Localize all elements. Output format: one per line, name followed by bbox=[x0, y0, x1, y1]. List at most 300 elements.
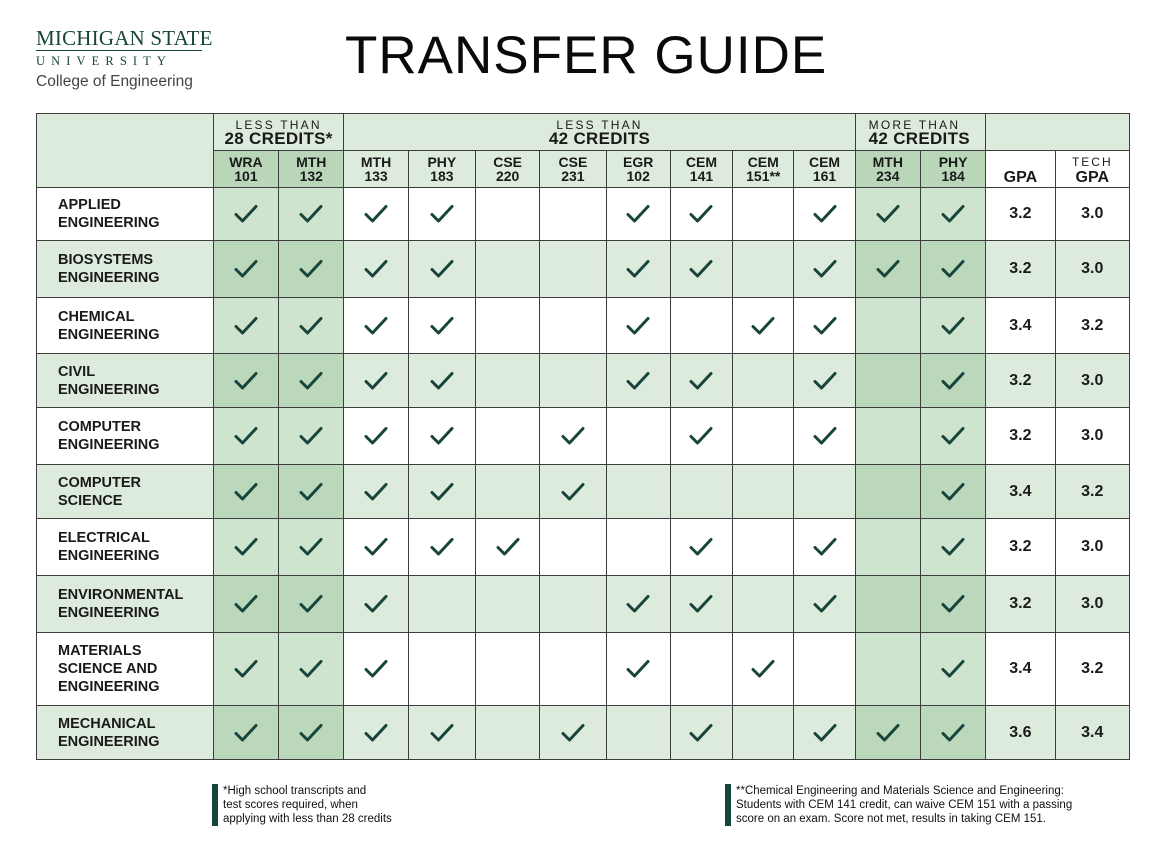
check-icon bbox=[812, 258, 838, 280]
requirement-cell bbox=[408, 188, 475, 241]
requirement-cell bbox=[344, 519, 408, 576]
requirement-cell bbox=[475, 188, 539, 241]
requirement-cell bbox=[408, 298, 475, 354]
gpa-header bbox=[986, 151, 1055, 188]
course-number: 183 bbox=[430, 168, 454, 184]
tech-gpa-value: 3.0 bbox=[1055, 576, 1129, 633]
requirement-cell bbox=[408, 465, 475, 519]
major-name bbox=[37, 354, 214, 408]
course-subject: CEM bbox=[747, 154, 779, 170]
requirement-cell bbox=[920, 241, 985, 298]
requirement-cell bbox=[344, 576, 408, 633]
check-icon bbox=[363, 315, 389, 337]
group-more-42-small: MORE THAN bbox=[868, 118, 961, 132]
check-icon bbox=[233, 315, 259, 337]
requirement-cell bbox=[408, 633, 475, 706]
check-icon bbox=[940, 258, 966, 280]
course-subject: CEM bbox=[808, 154, 841, 170]
check-icon bbox=[688, 722, 714, 744]
requirement-cell bbox=[855, 706, 920, 760]
requirement-cell bbox=[540, 354, 606, 408]
check-icon bbox=[233, 425, 259, 447]
course-number: 161 bbox=[812, 168, 837, 184]
check-icon bbox=[812, 536, 838, 558]
requirement-cell bbox=[794, 465, 855, 519]
check-icon bbox=[363, 481, 389, 503]
check-icon bbox=[625, 258, 651, 280]
course-subject: EGR bbox=[623, 154, 654, 170]
major-name bbox=[37, 408, 214, 465]
requirement-cell bbox=[279, 241, 344, 298]
requirement-cell bbox=[606, 408, 670, 465]
check-icon bbox=[625, 370, 651, 392]
check-icon bbox=[298, 658, 324, 680]
major-row bbox=[37, 241, 1130, 298]
course-number: 102 bbox=[626, 168, 650, 184]
requirement-cell bbox=[475, 354, 539, 408]
check-icon bbox=[940, 315, 966, 337]
course-header bbox=[279, 151, 344, 188]
check-icon bbox=[429, 258, 455, 280]
requirement-cell bbox=[733, 633, 794, 706]
requirement-cell bbox=[670, 408, 732, 465]
check-icon bbox=[298, 536, 324, 558]
check-icon bbox=[625, 203, 651, 225]
check-icon bbox=[875, 722, 901, 744]
check-icon bbox=[940, 658, 966, 680]
gpa-value: 3.4 bbox=[986, 465, 1055, 519]
check-icon bbox=[298, 481, 324, 503]
requirement-cell bbox=[733, 576, 794, 633]
requirement-cell bbox=[670, 465, 732, 519]
check-icon bbox=[429, 370, 455, 392]
course-header bbox=[670, 151, 732, 188]
requirement-cell bbox=[670, 354, 732, 408]
requirement-cell bbox=[213, 465, 278, 519]
requirement-cell bbox=[920, 354, 985, 408]
course-number: 101 bbox=[234, 168, 258, 184]
requirement-cell bbox=[794, 241, 855, 298]
major-name-line: ENGINEERING bbox=[58, 605, 160, 621]
requirement-cell bbox=[213, 519, 278, 576]
major-name-line: SCIENCE bbox=[58, 492, 123, 509]
requirement-cell bbox=[475, 576, 539, 633]
check-icon bbox=[363, 658, 389, 680]
requirement-cell bbox=[540, 188, 606, 241]
requirement-cell bbox=[344, 354, 408, 408]
requirement-cell bbox=[475, 241, 539, 298]
check-icon bbox=[233, 722, 259, 744]
check-icon bbox=[233, 536, 259, 558]
transfer-guide-table bbox=[36, 113, 1130, 760]
course-header bbox=[213, 151, 278, 188]
requirement-cell bbox=[344, 188, 408, 241]
course-header bbox=[855, 151, 920, 188]
tech-gpa-value: 3.4 bbox=[1055, 706, 1129, 760]
major-name-line: ENGINEERING bbox=[58, 437, 160, 453]
requirement-cell bbox=[540, 408, 606, 465]
requirement-cell bbox=[606, 188, 670, 241]
logo-divider bbox=[36, 50, 202, 51]
gpa-value: 3.4 bbox=[986, 633, 1055, 706]
tech-gpa-value: 3.0 bbox=[1055, 188, 1129, 241]
logo-college: College of Engineering bbox=[36, 73, 193, 90]
major-name bbox=[37, 241, 214, 298]
requirement-cell bbox=[540, 633, 606, 706]
check-icon bbox=[812, 425, 838, 447]
requirement-cell bbox=[213, 188, 278, 241]
requirement-cell bbox=[344, 408, 408, 465]
course-header bbox=[408, 151, 475, 188]
requirement-cell bbox=[213, 354, 278, 408]
check-icon bbox=[875, 258, 901, 280]
page-title: TRANSFER GUIDE bbox=[345, 26, 828, 85]
check-icon bbox=[625, 315, 651, 337]
requirement-cell bbox=[670, 576, 732, 633]
major-name-line: MATERIALS bbox=[58, 643, 142, 659]
check-icon bbox=[688, 536, 714, 558]
requirement-cell bbox=[670, 298, 732, 354]
major-name bbox=[37, 576, 214, 633]
group-header-28 bbox=[213, 114, 344, 151]
check-icon bbox=[298, 370, 324, 392]
group-more-42-big: 42 CREDITS bbox=[868, 129, 970, 148]
tech-gpa-value: 3.2 bbox=[1055, 298, 1129, 354]
check-icon bbox=[812, 593, 838, 615]
course-header bbox=[344, 151, 408, 188]
requirement-cell bbox=[670, 633, 732, 706]
major-row bbox=[37, 188, 1130, 241]
requirement-cell bbox=[213, 706, 278, 760]
requirement-cell bbox=[344, 465, 408, 519]
major-row bbox=[37, 408, 1130, 465]
major-name-line: COMPUTER bbox=[58, 474, 141, 491]
check-icon bbox=[233, 258, 259, 280]
check-icon bbox=[363, 203, 389, 225]
major-name bbox=[37, 633, 214, 706]
check-icon bbox=[560, 481, 586, 503]
check-icon bbox=[363, 425, 389, 447]
major-name-line: ENGINEERING bbox=[58, 326, 160, 343]
requirement-cell bbox=[920, 633, 985, 706]
course-number: 141 bbox=[689, 168, 714, 184]
requirement-cell bbox=[606, 706, 670, 760]
requirement-cell bbox=[670, 706, 732, 760]
check-icon bbox=[363, 593, 389, 615]
requirement-cell bbox=[794, 519, 855, 576]
major-name-line: ENGINEERING bbox=[58, 548, 160, 564]
check-icon bbox=[363, 722, 389, 744]
requirement-cell bbox=[475, 298, 539, 354]
requirement-cell bbox=[408, 706, 475, 760]
course-header bbox=[540, 151, 606, 188]
requirement-cell bbox=[540, 298, 606, 354]
course-header bbox=[920, 151, 985, 188]
requirement-cell bbox=[408, 519, 475, 576]
check-icon bbox=[363, 536, 389, 558]
check-icon bbox=[688, 370, 714, 392]
footnote-bar bbox=[212, 784, 218, 826]
requirement-cell bbox=[733, 298, 794, 354]
requirement-cell bbox=[733, 354, 794, 408]
major-name-line: ENGINEERING bbox=[58, 733, 160, 750]
requirement-cell bbox=[670, 188, 732, 241]
requirement-cell bbox=[475, 519, 539, 576]
requirement-cell bbox=[213, 633, 278, 706]
requirement-cell bbox=[794, 188, 855, 241]
tech-gpa-value: 3.2 bbox=[1055, 465, 1129, 519]
requirement-cell bbox=[344, 706, 408, 760]
tech-gpa-value: 3.0 bbox=[1055, 519, 1129, 576]
gpa-value: 3.2 bbox=[986, 241, 1055, 298]
requirement-cell bbox=[606, 465, 670, 519]
course-subject: MTH bbox=[296, 154, 327, 170]
requirement-cell bbox=[408, 408, 475, 465]
requirement-cell bbox=[475, 408, 539, 465]
group-28-small: LESS THAN bbox=[235, 118, 322, 132]
requirement-cell bbox=[475, 633, 539, 706]
requirement-cell bbox=[475, 465, 539, 519]
check-icon bbox=[298, 203, 324, 225]
major-name bbox=[37, 706, 214, 760]
major-row bbox=[37, 706, 1130, 760]
check-icon bbox=[233, 593, 259, 615]
check-icon bbox=[940, 593, 966, 615]
course-subject: PHY bbox=[427, 154, 457, 170]
requirement-cell bbox=[794, 354, 855, 408]
tech-gpa-label: GPA bbox=[1075, 169, 1110, 186]
gpa-value: 3.2 bbox=[986, 354, 1055, 408]
course-number: 151** bbox=[746, 168, 781, 184]
requirement-cell bbox=[213, 298, 278, 354]
check-icon bbox=[750, 315, 776, 337]
requirement-cell bbox=[540, 519, 606, 576]
course-subject: PHY bbox=[938, 154, 968, 170]
tech-gpa-small: TECH bbox=[1071, 155, 1113, 169]
gpa-value: 3.6 bbox=[986, 706, 1055, 760]
course-subject: CEM bbox=[685, 154, 718, 170]
check-icon bbox=[560, 425, 586, 447]
requirement-cell bbox=[855, 633, 920, 706]
gpa-value: 3.2 bbox=[986, 576, 1055, 633]
requirement-cell bbox=[213, 408, 278, 465]
requirement-cell bbox=[794, 408, 855, 465]
requirement-cell bbox=[920, 188, 985, 241]
requirement-cell bbox=[408, 576, 475, 633]
requirement-cell bbox=[408, 241, 475, 298]
requirement-cell bbox=[213, 241, 278, 298]
major-name bbox=[37, 188, 214, 241]
msu-logo bbox=[36, 27, 211, 91]
check-icon bbox=[298, 258, 324, 280]
course-subject: CSE bbox=[493, 154, 523, 170]
course-number: 220 bbox=[495, 168, 520, 184]
requirement-cell bbox=[733, 519, 794, 576]
course-number: 133 bbox=[364, 168, 388, 184]
requirement-cell bbox=[733, 465, 794, 519]
check-icon bbox=[940, 536, 966, 558]
tech-gpa-value: 3.0 bbox=[1055, 408, 1129, 465]
requirement-cell bbox=[606, 241, 670, 298]
requirement-cell bbox=[279, 465, 344, 519]
requirement-cell bbox=[279, 706, 344, 760]
requirement-cell bbox=[855, 408, 920, 465]
check-icon bbox=[940, 425, 966, 447]
requirement-cell bbox=[855, 188, 920, 241]
requirement-cell bbox=[279, 576, 344, 633]
requirement-cell bbox=[540, 241, 606, 298]
requirement-cell bbox=[606, 576, 670, 633]
major-row bbox=[37, 354, 1130, 408]
requirement-cell bbox=[920, 706, 985, 760]
requirement-cell bbox=[540, 706, 606, 760]
check-icon bbox=[363, 370, 389, 392]
requirement-cell bbox=[344, 633, 408, 706]
requirement-cell bbox=[540, 576, 606, 633]
check-icon bbox=[429, 536, 455, 558]
check-icon bbox=[940, 481, 966, 503]
course-subject: MTH bbox=[360, 154, 392, 170]
requirement-cell bbox=[733, 188, 794, 241]
major-row bbox=[37, 519, 1130, 576]
check-icon bbox=[688, 258, 714, 280]
requirement-cell bbox=[855, 519, 920, 576]
major-row bbox=[37, 576, 1130, 633]
requirement-cell bbox=[855, 465, 920, 519]
footnote-transcripts bbox=[212, 784, 442, 826]
major-row bbox=[37, 465, 1130, 519]
table-corner bbox=[37, 114, 214, 188]
major-row bbox=[37, 298, 1130, 354]
requirement-cell bbox=[475, 706, 539, 760]
requirement-cell bbox=[794, 298, 855, 354]
requirement-cell bbox=[606, 298, 670, 354]
requirement-cell bbox=[344, 241, 408, 298]
requirement-cell bbox=[344, 298, 408, 354]
requirement-cell bbox=[855, 576, 920, 633]
course-number: 132 bbox=[299, 168, 323, 184]
check-icon bbox=[233, 370, 259, 392]
requirement-cell bbox=[920, 298, 985, 354]
check-icon bbox=[233, 481, 259, 503]
major-name-line: APPLIED bbox=[58, 197, 121, 213]
check-icon bbox=[625, 593, 651, 615]
check-icon bbox=[940, 722, 966, 744]
requirement-cell bbox=[794, 633, 855, 706]
check-icon bbox=[940, 370, 966, 392]
major-name-line: SCIENCE AND bbox=[58, 661, 158, 677]
requirement-cell bbox=[279, 633, 344, 706]
group-header-more-42 bbox=[855, 114, 986, 151]
requirement-cell bbox=[794, 706, 855, 760]
requirement-cell bbox=[606, 633, 670, 706]
requirement-cell bbox=[855, 298, 920, 354]
check-icon bbox=[812, 722, 838, 744]
tech-gpa-header bbox=[1055, 151, 1129, 188]
gpa-value: 3.2 bbox=[986, 519, 1055, 576]
requirement-cell bbox=[279, 188, 344, 241]
logo-university: UNIVERSITY bbox=[36, 54, 172, 68]
major-name-line: ENGINEERING bbox=[58, 381, 160, 398]
requirement-cell bbox=[606, 519, 670, 576]
requirement-cell bbox=[213, 576, 278, 633]
requirement-cell bbox=[920, 408, 985, 465]
check-icon bbox=[688, 203, 714, 225]
course-number: 231 bbox=[561, 168, 585, 184]
requirement-cell bbox=[920, 576, 985, 633]
check-icon bbox=[495, 536, 521, 558]
tech-gpa-value: 3.0 bbox=[1055, 241, 1129, 298]
check-icon bbox=[812, 370, 838, 392]
footnote-bar bbox=[725, 784, 731, 826]
course-subject: WRA bbox=[229, 154, 263, 170]
course-header bbox=[794, 151, 855, 188]
major-row bbox=[37, 633, 1130, 706]
major-name-line: COMPUTER bbox=[58, 419, 141, 435]
course-number: 184 bbox=[941, 168, 965, 184]
requirement-cell bbox=[855, 241, 920, 298]
requirement-cell bbox=[670, 241, 732, 298]
group-28-big: 28 CREDITS* bbox=[224, 129, 333, 148]
requirement-cell bbox=[855, 354, 920, 408]
requirement-cell bbox=[606, 354, 670, 408]
requirement-cell bbox=[733, 408, 794, 465]
requirement-cell bbox=[920, 519, 985, 576]
check-icon bbox=[298, 593, 324, 615]
major-name-line: ENGINEERING bbox=[58, 215, 160, 231]
requirement-cell bbox=[670, 519, 732, 576]
check-icon bbox=[233, 203, 259, 225]
requirement-cell bbox=[920, 465, 985, 519]
requirement-cell bbox=[279, 519, 344, 576]
requirement-cell bbox=[279, 354, 344, 408]
check-icon bbox=[940, 203, 966, 225]
major-name-line: ENGINEERING bbox=[58, 270, 160, 286]
major-name-line: ENGINEERING bbox=[58, 679, 160, 695]
group-header-42 bbox=[344, 114, 855, 151]
requirement-cell bbox=[540, 465, 606, 519]
group-42-small: LESS THAN bbox=[556, 118, 643, 132]
requirement-cell bbox=[733, 706, 794, 760]
requirement-cell bbox=[733, 241, 794, 298]
check-icon bbox=[429, 722, 455, 744]
major-name-line: ELECTRICAL bbox=[58, 530, 150, 546]
major-name-line: CHEMICAL bbox=[58, 308, 135, 325]
group-42-big: 42 CREDITS bbox=[548, 129, 651, 148]
major-name bbox=[37, 298, 214, 354]
check-icon bbox=[429, 481, 455, 503]
requirement-cell bbox=[794, 576, 855, 633]
check-icon bbox=[750, 658, 776, 680]
check-icon bbox=[875, 203, 901, 225]
major-name bbox=[37, 519, 214, 576]
footnote-text: **Chemical Engineering and Materials Science and Engineering: Students with CEM 141 credit, can waive CEM 151 with a passing score on an exam. Score not met, results in taking CEM 151. bbox=[736, 785, 1073, 825]
requirement-cell bbox=[408, 354, 475, 408]
gpa-group-corner bbox=[986, 114, 1130, 151]
course-number: 234 bbox=[876, 168, 900, 184]
check-icon bbox=[688, 425, 714, 447]
gpa-value: 3.2 bbox=[986, 188, 1055, 241]
tech-gpa-value: 3.2 bbox=[1055, 633, 1129, 706]
check-icon bbox=[812, 315, 838, 337]
major-name bbox=[37, 465, 214, 519]
major-name-line: BIOSYSTEMS bbox=[58, 252, 154, 268]
footnote-cem151 bbox=[725, 784, 1105, 826]
gpa-value: 3.2 bbox=[986, 408, 1055, 465]
check-icon bbox=[429, 203, 455, 225]
gpa-value: 3.4 bbox=[986, 298, 1055, 354]
course-header bbox=[733, 151, 794, 188]
